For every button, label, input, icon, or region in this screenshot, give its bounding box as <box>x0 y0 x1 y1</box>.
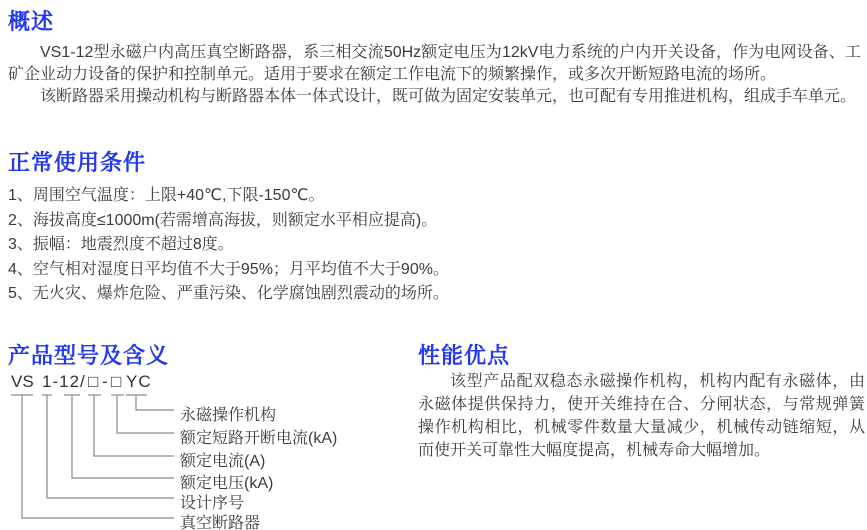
model-section-title: 产品型号及含义 <box>8 343 170 368</box>
condition-item-1: 1、周围空气温度：上限+40℃,下限-150℃。 <box>8 187 325 204</box>
designation-label-breaking-current: 额定短路开断电流(kA) <box>180 430 338 447</box>
model-code-placeholder-box-2: □ <box>111 372 122 391</box>
overview-paragraph-1: VS1-12型永磁户内高压真空断路器，系三相交流50Hz额定电压为12kV电力系统的户内开关设备，作为电网设备、工矿企业动力设备的保护和控制单元。适用于要求在额定工作电流下的频繁操作，或多次开断短路电流的场所。 <box>8 44 861 83</box>
model-code-placeholder-box-1: □ <box>88 372 99 391</box>
overview-paragraphs <box>8 42 861 108</box>
conditions-section-title: 正常使用条件 <box>8 150 147 175</box>
condition-item-3: 3、振幅：地震烈度不超过8度。 <box>8 236 234 253</box>
overview-paragraph-2: 该断路器采用操动机构与断路器本体一体式设计，既可做为固定安装单元，也可配有专用推进机构，组成手车单元。 <box>40 88 857 105</box>
overview-section-title: 概述 <box>8 9 55 34</box>
designation-label-design-number: 设计序号 <box>180 495 245 512</box>
model-designation-diagram <box>8 372 418 530</box>
designation-label-operating-mechanism: 永磁操作机构 <box>180 407 277 424</box>
designation-label-rated-current: 额定电流(A) <box>180 453 266 470</box>
condition-item-4: 4、空气相对湿度日平均值不大于95%；月平均值不大于90%。 <box>8 260 449 278</box>
performance-section-title: 性能优点 <box>418 343 511 368</box>
conditions-list <box>8 184 861 307</box>
designation-label-rated-voltage: 额定电压(kA) <box>180 475 274 492</box>
designation-label-vacuum-breaker: 真空断路器 <box>180 515 261 530</box>
performance-paragraph: 该型产品配双稳态永磁操作机构，机构内配有永磁体，由永磁体提供保持力，使开关维持在合、分闸状态，与常规弹簧操作机构相比，机械零件数量大量减少，机械传动链缩短，从而使开关可靠性大幅度提高，机械寿命大幅增加。 <box>418 373 865 459</box>
condition-item-2: 2、海拔高度≤1000m(若需增高海拔，则额定水平相应提高)。 <box>8 211 438 229</box>
model-code-suffix: YC <box>126 372 152 391</box>
condition-item-5: 5、无火灾、爆炸危险、严重污染、化学腐蚀剧烈震动的场所。 <box>8 285 449 302</box>
model-code-series: VS <box>11 372 34 391</box>
model-code-design-voltage: 1-12/ <box>42 372 86 391</box>
model-code-dash: - <box>102 372 108 391</box>
